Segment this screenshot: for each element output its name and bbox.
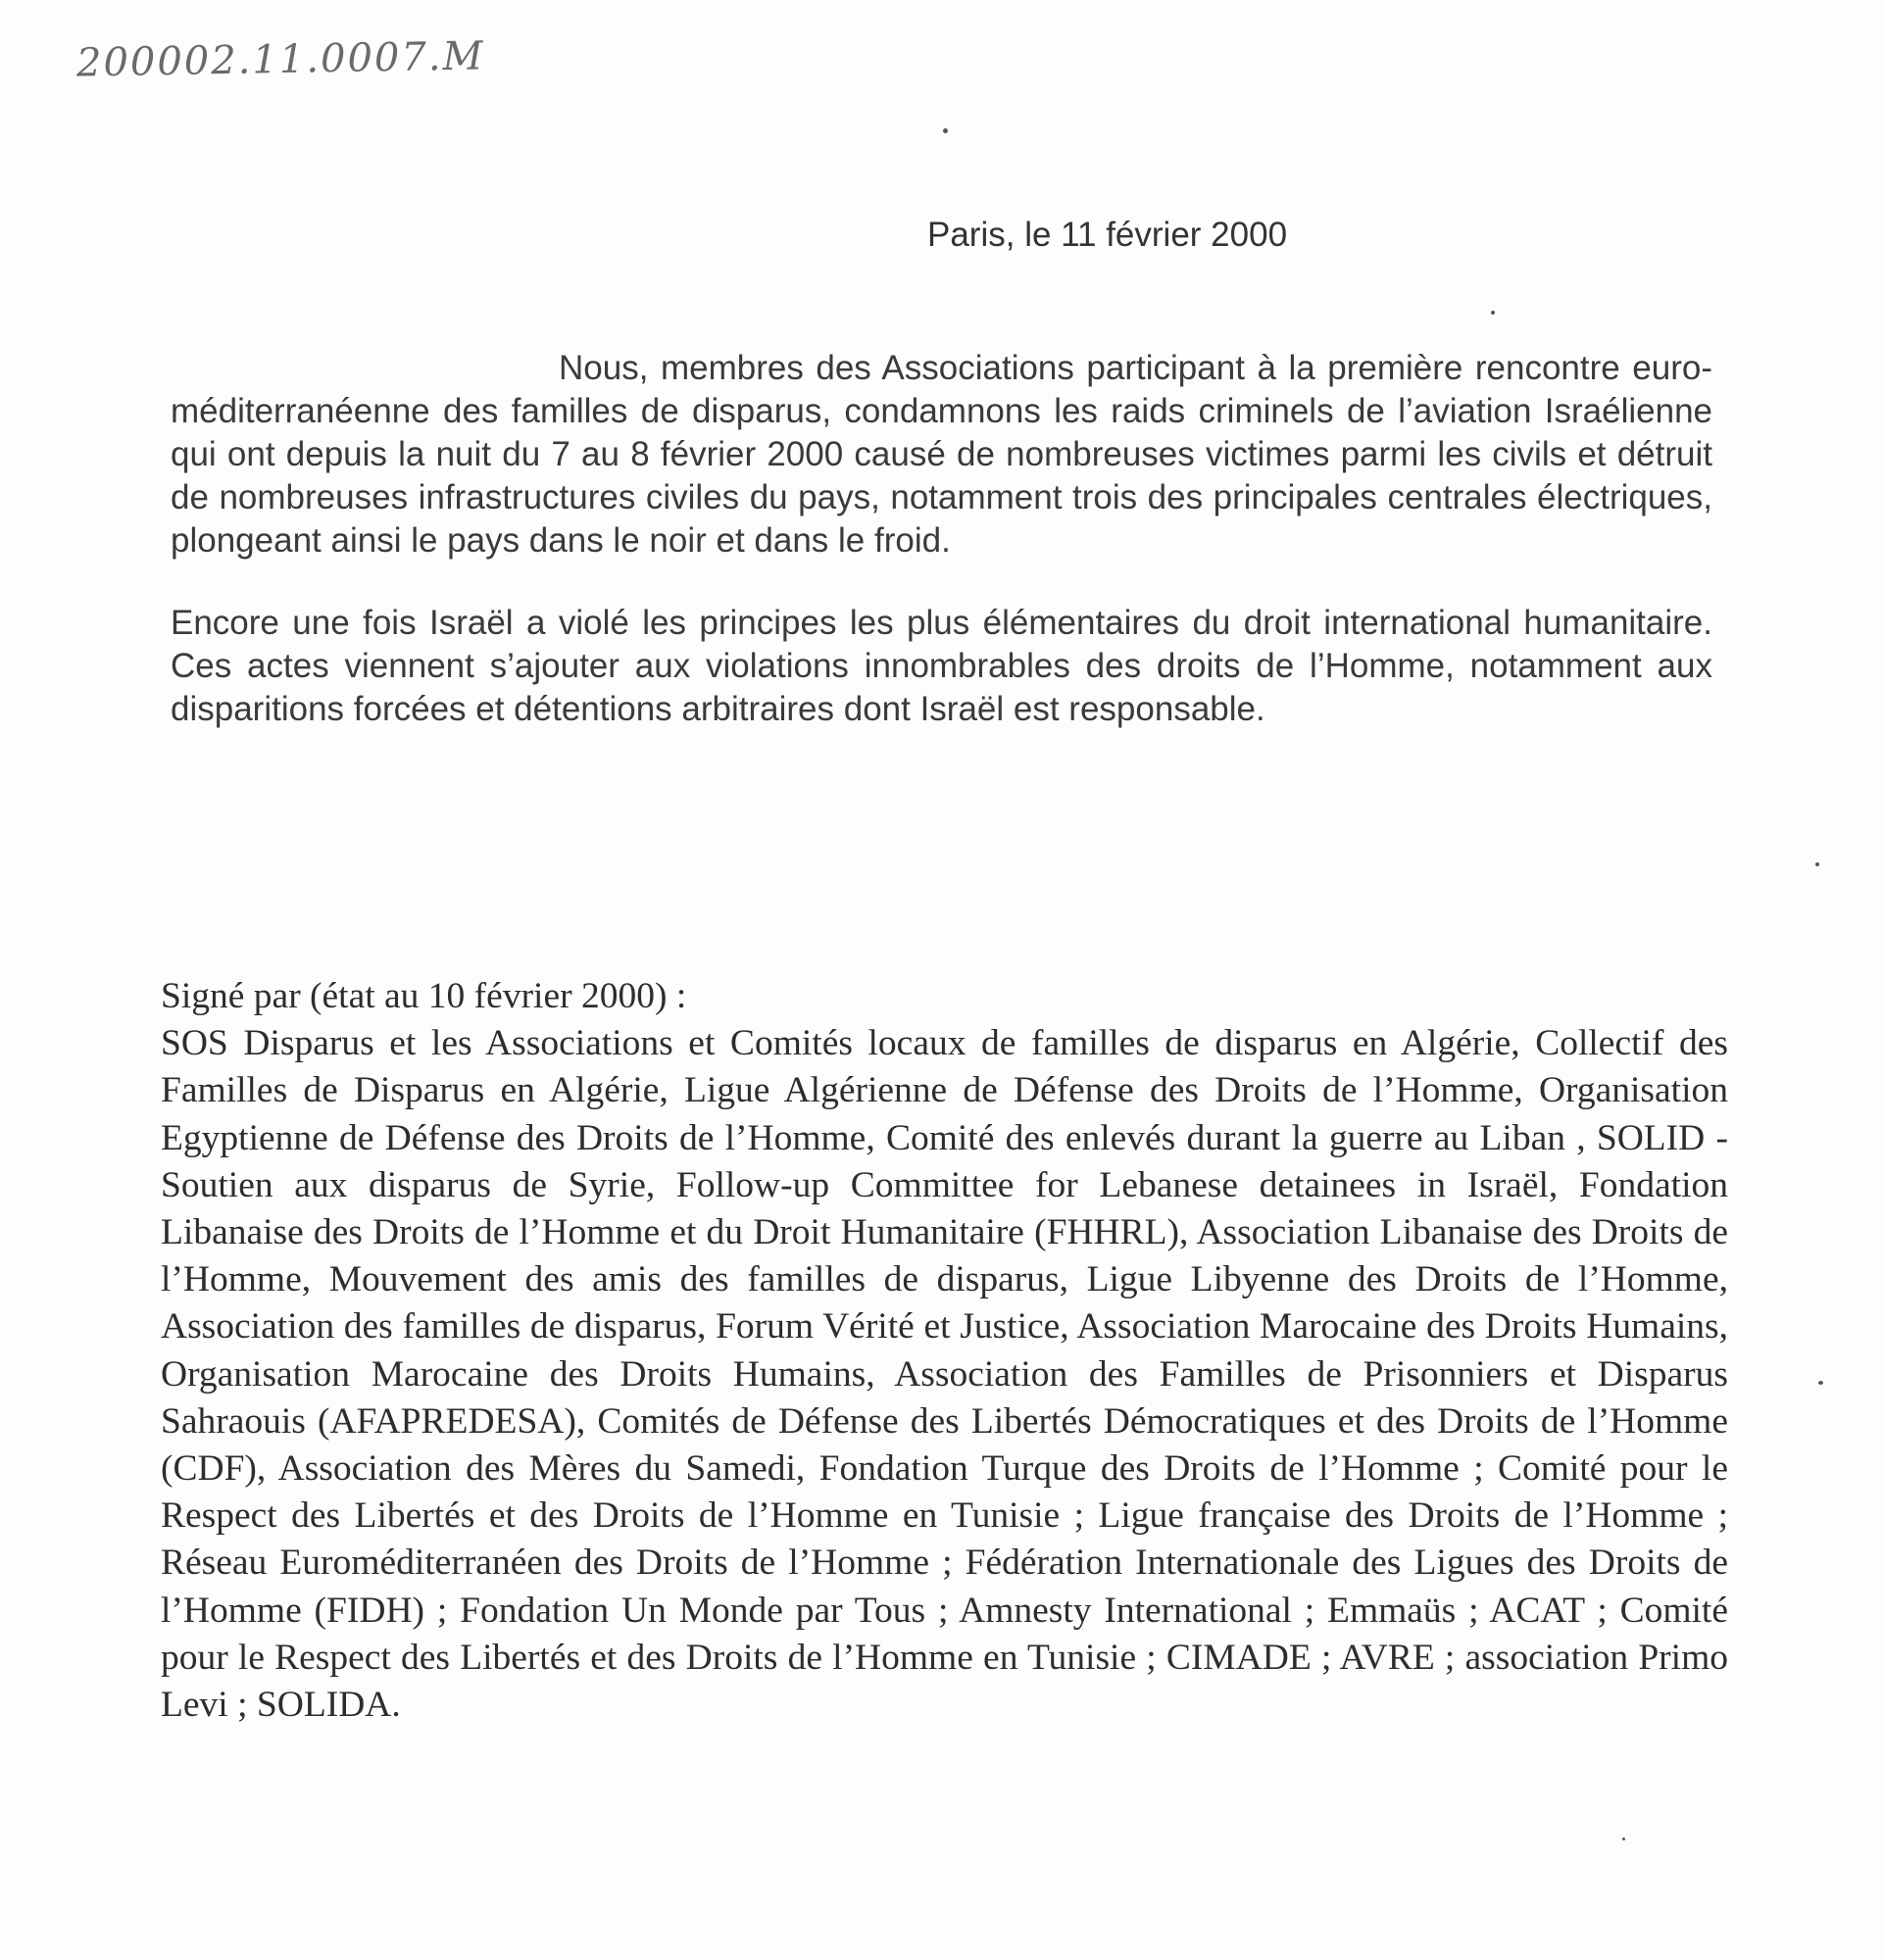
paragraph-violations: Encore une fois Israël a violé les principes les plus élémentaires du droit international humanitaire. Ces actes viennent s’ajouter aux violations innombrables des droits de l’Homme, notamment aux disparitions forcées et détentions arbitraires dont Israël est responsable.	[171, 604, 1712, 728]
signatories-list: SOS Disparus et les Associations et Comités locaux de familles de disparus en Algérie, Collectif des Familles de Disparus en Algérie, Ligue Algérienne de Défense des Droits de l’Homme, Organisation Egyptienne de Défense des Droits de l’Homme, Comité des enlevés durant la guerre au Liban , SOLID - Soutien aux disparus de Syrie, Follow-up Committee for Lebanese detainees in Israël, Fondation Libanaise des Droits de l’Homme et du Droit Humanitaire (FHHRL), Association Libanaise des Droits de l’Homme, Mouvement des amis des familles de disparus, Ligue Libyenne des Droits de l’Homme, Association des familles de disparus, Forum Vérité et Justice, Association Marocaine des Droits Humains, Organisation Marocaine des Droits Humains, Association des Familles de Prisonniers et Disparus Sahraouis (AFAPREDESA), Comités de Défense des Libertés Démocratiques et des Droits de l’Homme (CDF), Association des Mères du Samedi, Fondation Turque des Droits de l’Homme ; Comité pour le Respect des Libertés et des Droits de l’Homme en Tunisie ; Ligue française des Droits de l’Homme ; Réseau Euroméditerranéen des Droits de l’Homme ; Fédération Internationale des Ligues des Droits de l’Homme (FIDH) ; Fondation Un Monde par Tous ; Amnesty International ; Emmaüs ; ACAT ; Comité pour le Respect des Libertés et des Droits de l’Homme en Tunisie ; CIMADE ; AVRE ; association Primo Levi ; SOLIDA.	[161, 1023, 1728, 1726]
scan-speck	[1818, 1381, 1823, 1385]
scan-speck	[1622, 1838, 1625, 1840]
signatories-section	[161, 973, 1728, 1729]
scan-speck	[1815, 862, 1819, 866]
signed-by-heading: Signé par (état au 10 février 2000) :	[161, 976, 687, 1016]
handwritten-reference-number: 200002.11.0007.M	[75, 33, 485, 86]
scan-speck	[943, 128, 948, 133]
scan-speck	[1491, 311, 1495, 315]
date-line: Paris, le 11 février 2000	[927, 216, 1288, 254]
paragraph-condemnation: Nous, membres des Associations participant à la première rencontre euro-méditerranéenne des familles de disparus, condamnons les raids criminels de l’aviation Israélienne qui ont depuis la nuit du 7 au 8 février 2000 causé de nombreuses victimes parmi les civils et détruit de nombreuses infrastructures civiles du pays, notamment trois des principales centrales électriques, plongeant ainsi le pays dans le noir et dans le froid.	[171, 349, 1712, 560]
